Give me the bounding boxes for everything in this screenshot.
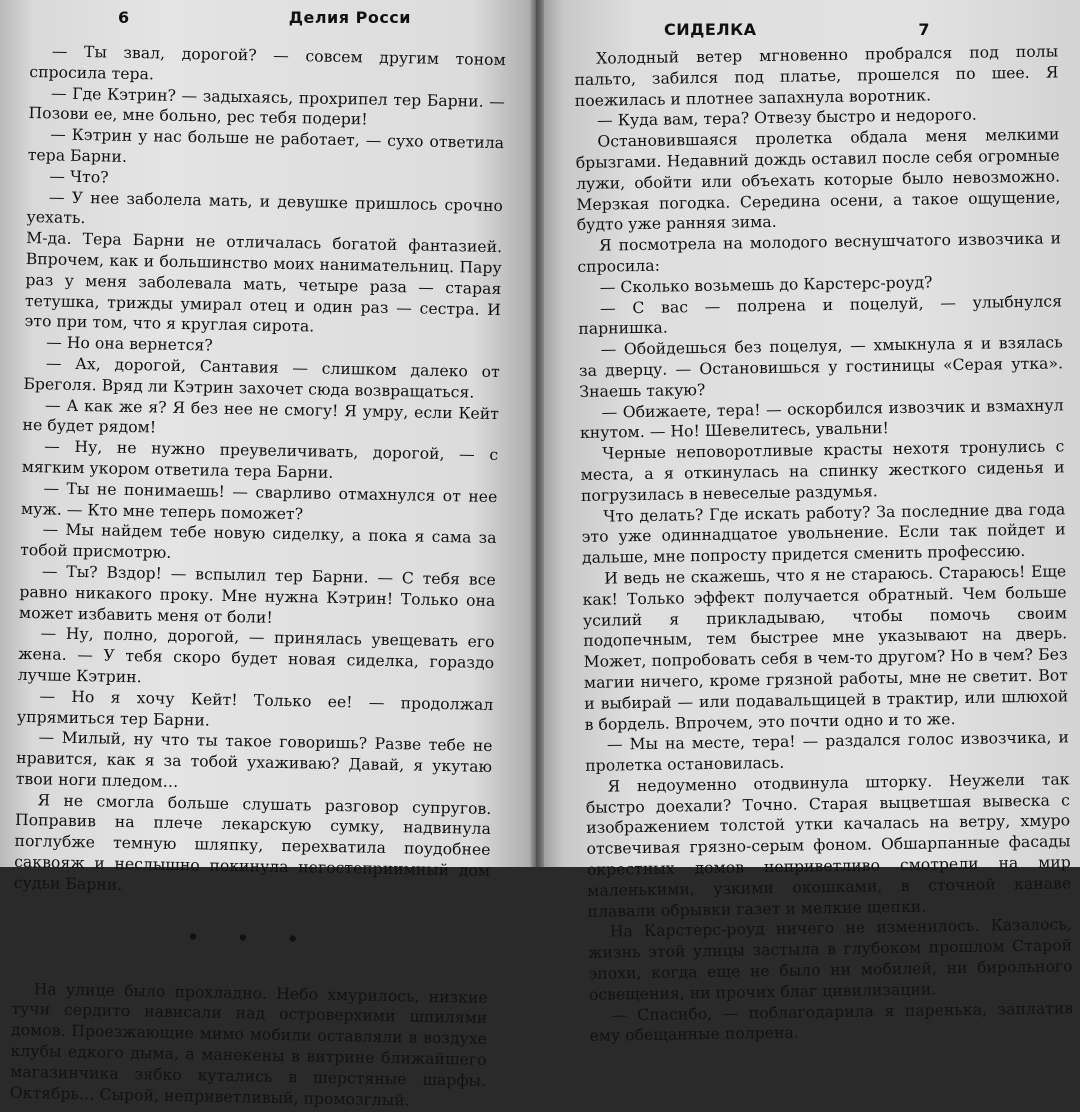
paragraph: — Ах, дорогой, Сантавия — слишком далеко от Бреголя. Вряд ли Кэтрин захочет сюда возвращаться. (23, 354, 500, 402)
left-page (0, 0, 536, 1110)
left-page-header (30, 8, 506, 27)
right-page (536, 0, 1080, 1046)
section-separator: • • • (187, 926, 315, 951)
paragraph: — Где Кэтрин? — задыхаясь, прохрипел тер Барни. — Позови ее, мне больно, рес тебя подери! (28, 84, 506, 129)
paragraph: — Обижаете, тера! — оскорбился извозчик и взмахнул кнутом. — Но! Шевелитесь, увальни! (579, 395, 1064, 443)
paragraph: — Ты не понимаешь! — сварливо отмахнулся от нее муж. — Кто мне теперь поможет? (20, 479, 498, 523)
paragraph: Я недоуменно отодвинула шторку. Неужели так быстро доехали? Точно. Старая выцветшая вывеска с изображением толстой утки качалась на ветру, хмуро отсвечивая грязно-серым фоном. Обшарпанные фасады окрестных домов неприветливо смотрели на мир маленькими, узкими окошками, в сточной канаве плавали обрывки газет и мелкие щепки. (585, 770, 1072, 921)
paragraph: — Милый, ну что ты такое говоришь? Разве тебе не нравится, как я за тобой ухаживаю? Давай, я укутаю твои ноги пледом… (15, 728, 493, 791)
paragraph: — Обойдешься без поцелуя, — хмыкнула я и взялась за дверцу. — Остановишься у гостиницы «Серая утка». Знаешь такую? (578, 333, 1064, 401)
paragraph: — Кэтрин у нас больше не работает, — сухо ответила тера Барни. (27, 125, 505, 166)
paragraph: Я посмотрела на молодого веснушчатого извозчика и спросила: (577, 229, 1062, 276)
right-running-head: СИДЕЛКА (664, 20, 757, 39)
paragraph: М-да. Тера Барни не отличалась богатой фантазией. Впрочем, как и большинство моих нанимательниц. Пару раз у меня заболевала мать, четыре раза — старая тетушка, трижды умирал отец и один раз — сестра. И это при том, что я круглая сирота. (24, 229, 503, 336)
paragraph: — Но я хочу Кейт! Только ее! — продолжал упрямиться тер Барни. (16, 687, 494, 730)
paragraph: На Карстерс-роуд ничего не изменилось. Казалось, жизнь этой улицы застыла в глубоком прошлом Старой эпохи, когда еще не было ни мобилей, ни бирольного освещения, ни прочих благ цивилизации. (588, 915, 1073, 1004)
paragraph: — Ну, не нужно преувеличивать, дорогой, — с мягким укором ответила тера Барни. (21, 437, 499, 482)
paragraph: — Ты? Вздор! — вспылил тер Барни. — С тебя все равно никакого проку. Мне нужна Кэтрин! Только она может избавить меня от боли! (18, 562, 496, 627)
left-page-text (10, 41, 506, 1112)
paragraph: Что делать? Где искать работу? За последние два года это уже одиннадцатое увольнение. Если так пойдет и дальше, мне попросту придется сменить профессию. (581, 499, 1066, 568)
paragraph: — Мы на месте, тера! — раздался голос извозчика, и пролетка остановилась. (585, 728, 1070, 776)
paragraph: Черные неповоротливые красты нехотя тронулись с места, а я откинулась на спинку жесткого сиденья и погрузилась в невеселые раздумья. (580, 437, 1065, 505)
book-gutter (530, 0, 544, 867)
paragraph: — Ты звал, дорогой? — совсем другим тоном спросила тера. (29, 42, 506, 84)
paragraph: — Ну, полно, дорогой, — принялась увещевать его жена. — У тебя скоро будет новая сиделка, гораздо лучше Кэтрин. (17, 624, 495, 687)
paragraph: Холодный ветер мгновенно пробрался под полы пальто, забился под платье, прошелся по шее. Я поежилась и плотнее запахнула воротник. (574, 42, 1059, 110)
paragraph: И ведь не скажешь, что я не стараюсь. Стараюсь! Еще как! Только эффект получается обратный. Чем больше усилий я прикладываю, чтобы помочь своим подопечным, тем быстрее мне указывают на дверь. Может, попробовать себя в чем-то другом? Но в чем? Без магии ничего, кроме грязной работы, мне не светит. Вот и выбирай — или подавальщицей в трактир, или шлюхой в бордель. Впрочем, это почти одно и то же. (582, 562, 1069, 734)
paragraph: — Куда вам, тера? Отвезу быстро и недорого. (596, 106, 977, 131)
paragraph: — Мы найдем тебе новую сиделку, а пока я сама за тобой присмотрю. (20, 520, 497, 562)
paragraph: — У нее заболела мать, и девушке пришлось срочно уехать. (26, 187, 504, 228)
left-running-head: Делия Росси (288, 8, 411, 27)
paragraph: Остановившаяся пролетка обдала меня мелкими брызгами. Недавний дождь оставил после себя огромные лужи, обойти или объехать которые было невозможно. Мерзкая погодка. Середина осени, а такое ощущение, будто уже ранняя зима. (575, 125, 1061, 235)
paragraph: — С вас — полрена и поцелуй, — улыбнулся парнишка. (578, 291, 1063, 339)
paragraph: — Спасибо, — поблагодарила я паренька, заплатив ему обещанные полрена. (589, 998, 1074, 1046)
paragraph: На улице было прохладно. Небо хмурилось, низкие тучи сердито нависали над островерхими шпилями домов. Проезжающие мимо мобили оставляли в воздухе клубы едкого дыма, а манекены в витрине ближайшего магазинчика зябко кутались в шерстяные шарфы. Октябрь… Сырой, неприветливый, промозглый. (9, 979, 488, 1110)
right-page-number: 7 (918, 20, 930, 39)
right-page-header (574, 20, 1058, 39)
paragraph: Я не смогла больше слушать разговор супругов. Поправив на плече лекарскую сумку, надвинула поглубже темную шляпку, перехватила поудобнее саквояж и неслышно покинула негостеприимный дом судьи Барни. (13, 790, 492, 894)
paragraph: — Сколько возьмешь до Карстерс-роуд? (599, 273, 933, 297)
right-page-text (574, 41, 1074, 1047)
paragraph: — Что? (49, 167, 109, 187)
left-page-number: 6 (118, 8, 130, 27)
paragraph: — А как же я? Я без нее не смогу! Я умру, если Кейт не будет рядом! (22, 395, 500, 437)
paragraph: — Но она вернется? (46, 333, 213, 355)
